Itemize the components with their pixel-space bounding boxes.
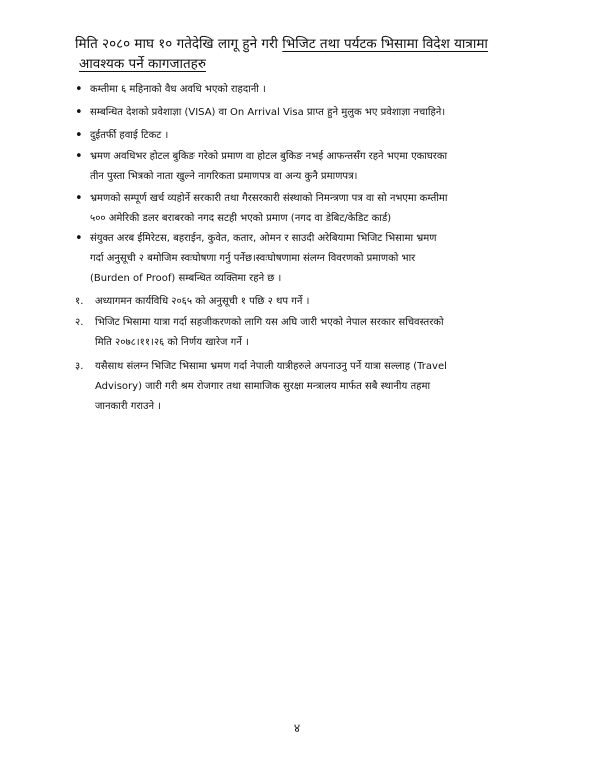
- heading-underlined-text: भिजिट तथा पर्यटक भिसामा विदेश यात्रामा: [282, 36, 488, 52]
- text-line: कम्तीमा ६ महिनाको वैध अवधि भएको राहदानी ।: [90, 84, 266, 95]
- text-line: भ्रमण अवधिभर होटल बुकिङ गरेको प्रमाण वा होटल बुकिङ नभई आफन्तसँग रहने भएमा एकाघरका: [90, 151, 448, 162]
- text-line: दुईतर्फी हवाई टिकट ।: [90, 130, 169, 141]
- text-line: अध्यागमन कार्यविधि २०६५ को अनुसूची १ पछि २ थप गर्ने ।: [95, 296, 310, 307]
- text-line: यसैसाथ संलग्न भिजिट भिसामा भ्रमण गर्दा नेपाली यात्रीहरुले अपनाउनु पर्ने यात्रा सल्लाह (Travel: [95, 361, 447, 372]
- bullet-marker: •: [75, 128, 83, 143]
- number-marker: ३.: [75, 361, 84, 372]
- bullet-marker: •: [75, 231, 83, 246]
- page-number: ४: [293, 721, 301, 735]
- text-line: ५०० अमेरिकी डलर बराबरको नगद सटही भएको प्रमाण (नगद वा डेबिट/केडिट कार्ड): [90, 213, 392, 224]
- numbered-item-text: [95, 357, 550, 417]
- list-item-text: [90, 126, 545, 146]
- heading-date-text: मिति २०८० माघ १० गतेदेखि लागू हुने गरी: [75, 36, 283, 52]
- text-line: मिति २०७८।११।२६ को निर्णय खारेज गर्ने ।: [95, 337, 249, 348]
- document-heading: [75, 34, 545, 74]
- text-line: भ्रमणको सम्पूर्ण खर्च व्यहोर्ने सरकारी तथा गैरसरकारी संस्थाको निमन्त्रणा पत्र वा सो नभएमा कम्तीमा: [90, 193, 448, 204]
- bullet-marker: •: [75, 149, 83, 164]
- numbered-item-text: [95, 292, 550, 312]
- list-item-text: [90, 189, 545, 229]
- text-line: गर्दा अनुसूची २ बमोजिम स्वःघोषणा गर्नु पर्नेछ।स्वःघोषणामा संलग्न विवरणको प्रमाणको भार: [90, 253, 416, 264]
- number-marker: २.: [75, 317, 84, 328]
- text-line: (Burden of Proof) सम्बन्धित व्यक्तिमा रहने छ ।: [90, 273, 282, 284]
- text-line: सम्बन्धित देशको प्रवेशाज्ञा (VISA) वा On Arrival Visa प्राप्त हुने मुलुक भए प्रवेशाज्ञा नचाहिने।: [90, 107, 446, 118]
- numbered-item-text: [95, 313, 550, 353]
- text-line: Advisory) जारी गरी श्रम रोजगार तथा सामाजिक सुरक्षा मन्त्रालय मार्फत सबै स्थानीय तहमा: [95, 381, 431, 392]
- list-item-text: [90, 80, 545, 100]
- list-item-text: [90, 147, 545, 187]
- number-marker: १.: [75, 296, 84, 307]
- text-line: भिजिट भिसामा यात्रा गर्दा सहजीकरणको लागि यस अघि जारी भएको नेपाल सरकार सचिवस्तरको: [95, 317, 444, 328]
- list-item-text: [90, 229, 545, 289]
- text-line: जानकारी गराउने ।: [95, 401, 161, 412]
- text-line: तीन पुस्ता भित्रको नाता खुल्ने नागरिकता प्रमाणपत्र वा अन्य कुनै प्रमाणपत्र।: [90, 171, 358, 182]
- bullet-marker: •: [75, 191, 83, 206]
- bullet-marker: •: [75, 105, 83, 120]
- bullet-marker: •: [75, 82, 83, 97]
- text-line: संयुक्त अरब ईमिरेटस, बहराईन, कुवेत, कतार, ओमन र साउदी अरेबियामा भिजिट भिसामा भ्रमण: [90, 233, 437, 244]
- heading-line-2: आवश्यक पर्ने कागजातहरु: [79, 56, 206, 72]
- list-item-text: [90, 103, 545, 123]
